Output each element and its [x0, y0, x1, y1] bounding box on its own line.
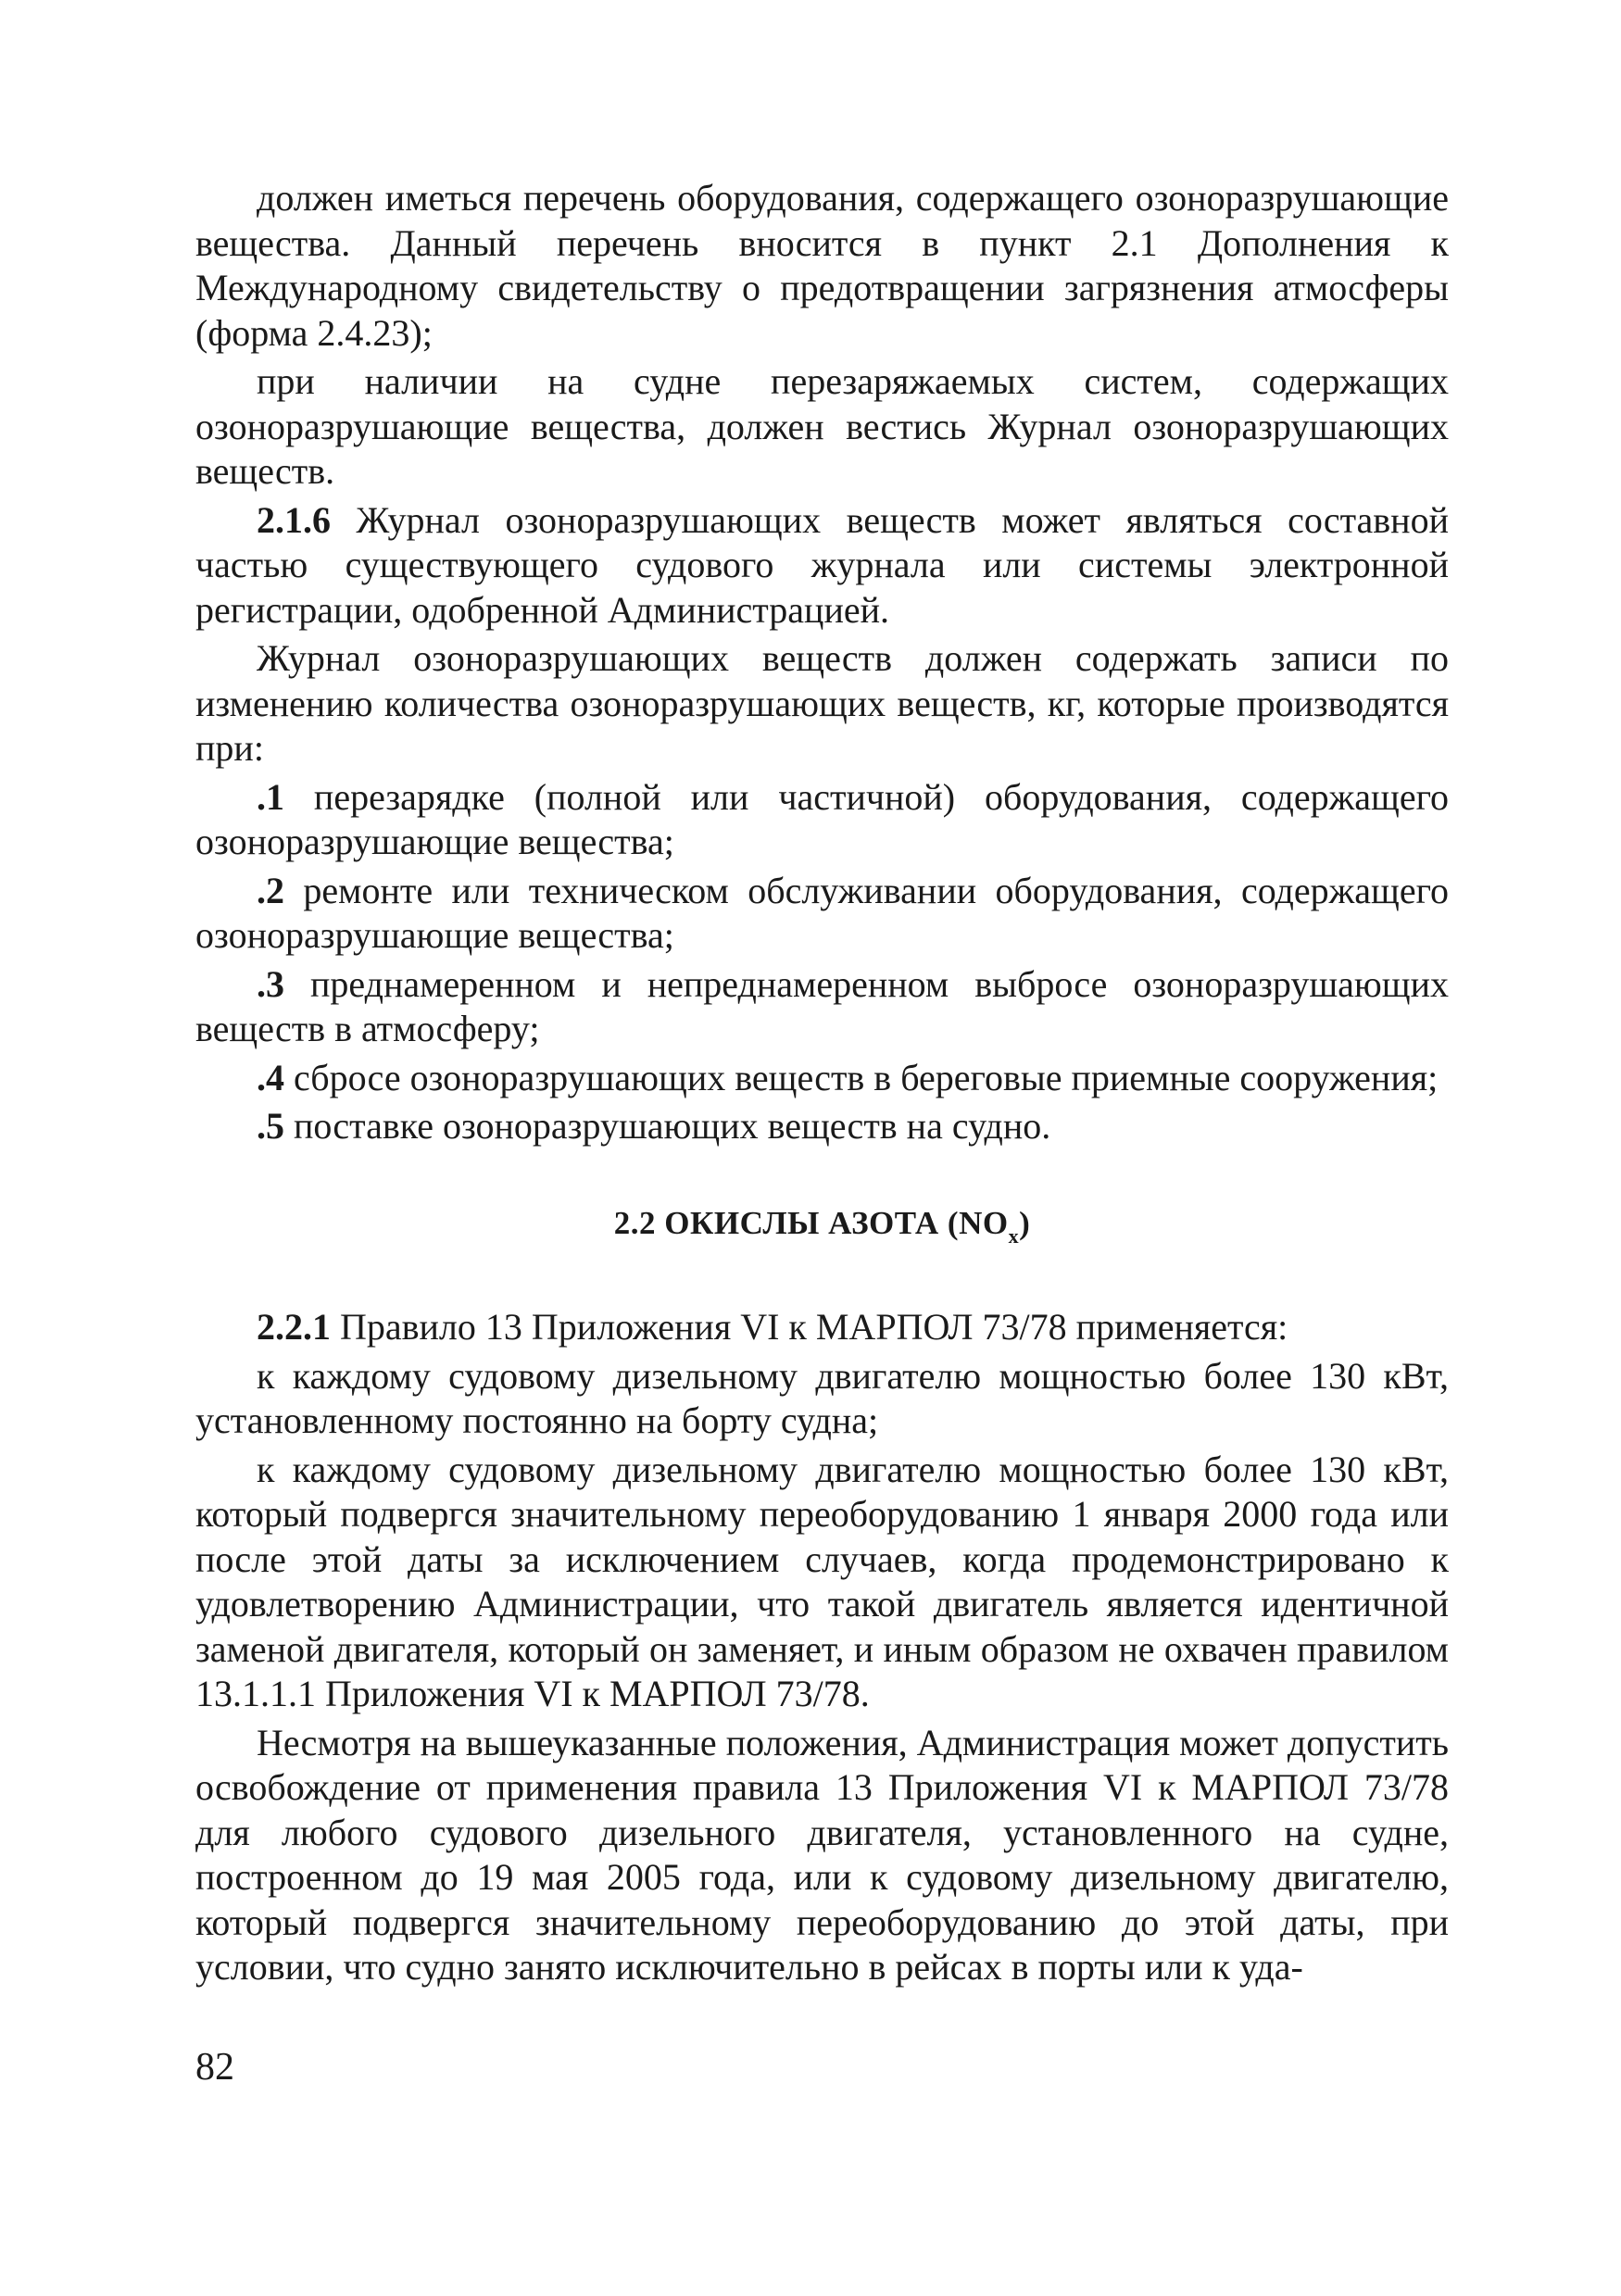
clause-number: 2.1.6: [257, 498, 331, 541]
clause-number: 2.2.1: [257, 1306, 331, 1348]
list-item-4: [195, 1056, 1449, 1101]
paragraph-2: [195, 359, 1449, 495]
section-heading: [195, 1201, 1449, 1260]
paragraph-text: Правило 13 Приложения VI к МАРПОЛ 73/78 применяется:: [331, 1306, 1288, 1348]
paragraph-text: Журнал озоноразрушающих веществ должен содержать записи по изменению количества озоноразрушающих веществ, кг, которые производятся при:: [195, 637, 1449, 769]
paragraph-4: [195, 636, 1449, 772]
paragraph-text: Журнал озоноразрушающих веществ может являться составной частью существующего судового журнала или системы электронной регистрации, одобренной Администрацией.: [195, 498, 1449, 631]
list-number: .5: [257, 1105, 284, 1147]
section-title-subscript: x: [1008, 1223, 1020, 1248]
paragraph-text: должен иметься перечень оборудования, содержащего озоноразрушающие вещества. Данный перечень вносится в пункт 2.1 Дополнения к Международному свидетельству о предотвращении загрязнения атмосферы (форма 2.4.23);: [195, 177, 1449, 354]
list-number: .4: [257, 1056, 284, 1098]
paragraph-8: [195, 1721, 1449, 1990]
list-item-2: [195, 869, 1449, 959]
paragraph-text: при наличии на судне перезаряжаемых систем, содержащих озоноразрушающие вещества, должен вестись Журнал озоноразрушающих веществ.: [195, 360, 1449, 492]
paragraph-text: к каждому судовому дизельному двигателю мощностью более 130 кВт, установленному постоянно на борту судна;: [195, 1354, 1449, 1441]
list-number: .2: [257, 869, 284, 911]
list-text: сбросе озоноразрушающих веществ в береговые приемные сооружения;: [284, 1056, 1439, 1098]
list-text: поставке озоноразрушающих веществ на судно.: [284, 1105, 1051, 1147]
paragraph-2-1-6: [195, 498, 1449, 634]
page-number: 82: [195, 2046, 234, 2089]
list-text: ремонте или техническом обслуживании оборудования, содержащего озоноразрушающие вещества;: [195, 869, 1449, 956]
list-text: перезарядке (полной или частичной) оборудования, содержащего озоноразрушающие вещества;: [195, 775, 1449, 862]
list-number: .1: [257, 775, 284, 818]
list-item-5: [195, 1104, 1449, 1149]
list-item-1: [195, 775, 1449, 865]
list-text: преднамеренном и непреднамеренном выбросе озоноразрушающих веществ в атмосферу;: [195, 962, 1449, 1049]
section-title-end: ): [1019, 1204, 1031, 1241]
list-item-3: [195, 962, 1449, 1052]
list-number: .3: [257, 962, 284, 1005]
paragraph-text: к каждому судовому дизельному двигателю мощностью более 130 кВт, который подвергся значительному переоборудованию 1 января 2000 года или после этой даты за исключением случаев, когда продемонстрировано к удовлетворению Администрации, что такой двигатель является идентичной заменой двигателя, который он заменяет, и иным образом не охвачен правилом 13.1.1.1 Приложения VI к МАРПОЛ 73/78.: [195, 1448, 1449, 1714]
section-title-text: 2.2 ОКИСЛЫ АЗОТА (NO: [613, 1204, 1009, 1241]
paragraph-text: Несмотря на вышеуказанные положения, Администрация может допустить освобождение от применения правила 13 Приложения VI к МАРПОЛ 73/78 для любого судового дизельного двигателя, установленного на судне, построенном до 19 мая 2005 года, или к судовому дизельному двигателю, который подвергся значительному переоборудованию до этой даты, при условии, что судно занято исключительно в рейсах в порты или к уда-: [195, 1721, 1449, 1988]
paragraph-6: [195, 1354, 1449, 1444]
paragraph-1: [195, 176, 1449, 356]
paragraph-2-2-1: [195, 1305, 1449, 1350]
paragraph-7: [195, 1448, 1449, 1717]
body-text: [195, 176, 1449, 1994]
